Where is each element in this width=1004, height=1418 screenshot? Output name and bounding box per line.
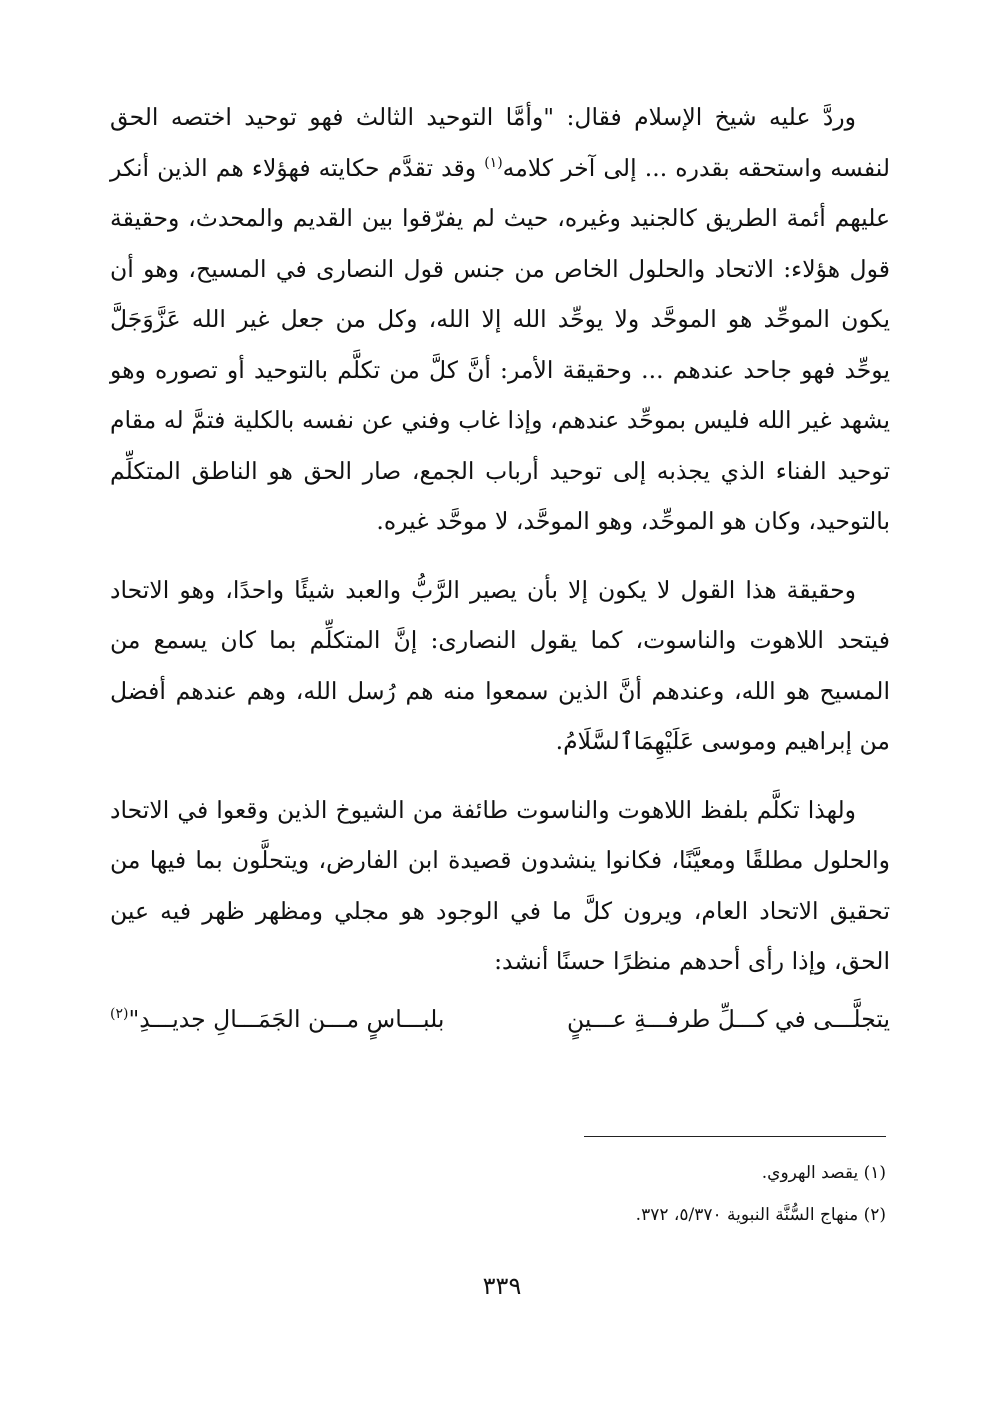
verse-second-hemistich: بلبـــاسٍ مـــن الجَمَـــالِ جديـــدِ": [128, 1004, 445, 1033]
verse-second-hemistich-wrap: [110, 999, 444, 1039]
paragraph-2: وحقيقة هذا القول لا يكون إلا بأن يصير الرَّبُّ والعبد شيئًا واحدًا، وهو الاتحاد فيتحد اللاهوت والناسوت، كما يقول النصارى: إنَّ المتكلِّم بما كان يسمع من المسيح هو الله، وعندهم أنَّ الذين سمعوا منه هم رُسل الله، وهم عندهم أفضل من إبراهيم وموسى عَلَيْهِمَاٱلسَّلَامُ.: [110, 575, 890, 755]
poem-verse: [110, 999, 890, 1039]
footnote-1: (١) يقصد الهروي.: [761, 1163, 886, 1183]
footnote-2: (٢) منهاج السُّنَّة النبوية ٥/٣٧٠، ٣٧٢.: [635, 1205, 886, 1225]
paragraph-1-text-a: وردَّ عليه شيخ الإسلام فقال: "وأمَّا التوحيد الثالث فهو توحيد اختصه الحق لنفسه واستحقه بقدره ... إلى آخر كلامه: [110, 103, 890, 182]
footnote-separator: [584, 1136, 886, 1137]
paragraph-3: ولهذا تكلَّم بلفظ اللاهوت والناسوت طائفة من الشيوخ الذين وقعوا في الاتحاد والحلول مطلقًا ومعيَّنًا، فكانوا ينشدون قصيدة ابن الفارض، ويتحلَّون بما فيها من تحقيق الاتحاد العام، ويرون كلَّ ما في الوجود هو مجلي ومظهر ظهر فيه عين الحق، وإذا رأى أحدهم منظرًا حسنًا أنشد:: [110, 795, 890, 975]
footnote-marker-1[interactable]: (١): [484, 154, 503, 171]
footnote-marker-2[interactable]: (٢): [110, 1005, 129, 1022]
footnotes: [110, 1152, 886, 1236]
paragraph-1: [110, 92, 890, 547]
page-number: ٣٣٩: [482, 1272, 522, 1300]
paragraph-1-text-b: وقد تقدَّم حكايته فهؤلاء هم الذين أنكر عليهم أئمة الطريق كالجنيد وغيره، حيث لم يفرّقوا بين القديم والمحدث، وحقيقة قول هؤلاء: الاتحاد والحلول الخاص من جنس قول النصارى في المسيح، وهو أن يكون الموحِّد هو الموحَّد ولا يوحِّد الله إلا الله، وكل من جعل غير الله عَزَّوَجَلَّ يوحِّد فهو جاحد عندهم ... وحقيقة الأمر: أنَّ كلَّ من تكلَّم بالتوحيد أو تصوره وهو يشهد غير الله فليس بموحِّد عندهم، وإذا غاب وفني عن نفسه بالكلية فتمَّ له مقام توحيد الفناء الذي يجذبه إلى توحيد أرباب الجمع، صار الحق هو الناطق المتكلِّم بالتوحيد، وكان هو الموحِّد، وهو الموحَّد، لا موحَّد غيره.: [110, 153, 890, 535]
main-text: [110, 92, 890, 1039]
verse-first-hemistich: يتجلَّـــى في كـــلِّ طرفـــةِ عـــينٍ: [567, 1004, 890, 1033]
